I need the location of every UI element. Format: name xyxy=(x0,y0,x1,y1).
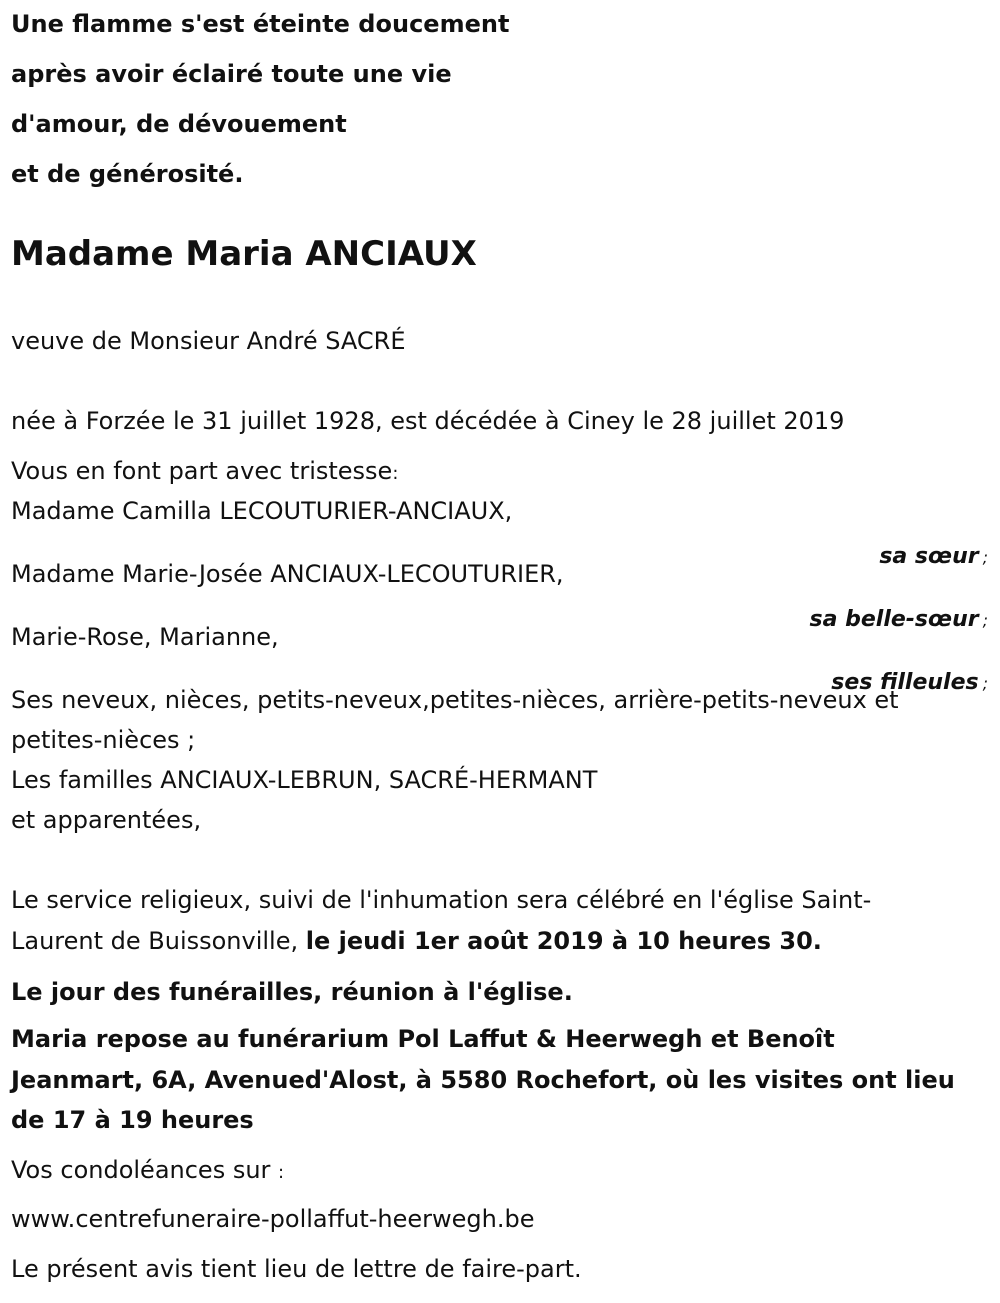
funeral-home-line-1: Maria repose au funérarium Pol Laffut & Heerwegh et Benoît xyxy=(11,1025,835,1053)
family-member-relation xyxy=(810,606,988,635)
condolences-label xyxy=(11,1155,284,1188)
others-line-2: petites-nièces ; xyxy=(11,726,196,754)
funeral-home-line-2: Jeanmart, 6A, Avenued'Alost, à 5580 Rochefort, où les visites ont lieu xyxy=(11,1066,955,1094)
relation-separator: ; xyxy=(982,611,988,630)
poem-line-1: Une flamme s'est éteinte doucement xyxy=(11,10,510,38)
closing-note: Le présent avis tient lieu de lettre de faire-part. xyxy=(11,1255,582,1283)
announcement-intro-text: Vous en font part avec tristesse xyxy=(11,457,393,485)
relation-separator: ; xyxy=(982,548,988,567)
relation-text: sa sœur xyxy=(879,544,979,569)
family-member-name: Marie-Rose, Marianne, xyxy=(11,623,279,651)
funeral-home-line-3: de 17 à 19 heures xyxy=(11,1106,254,1134)
service-line-1: Le service religieux, suivi de l'inhumation sera célébré en l'église Saint- xyxy=(11,886,872,914)
relation-text: ses filleules xyxy=(831,670,979,695)
meeting-note: Le jour des funérailles, réunion à l'église. xyxy=(11,978,573,1006)
service-line-2 xyxy=(11,926,822,956)
announcement-intro-colon: : xyxy=(392,463,399,484)
poem-line-4: et de générosité. xyxy=(11,160,244,188)
condolences-website[interactable]: www.centrefuneraire-pollaffut-heerwegh.be xyxy=(11,1205,535,1233)
announcement-intro xyxy=(11,456,398,489)
poem-line-3: d'amour, de dévouement xyxy=(11,110,347,138)
service-location: Laurent de Buissonville, xyxy=(11,927,306,955)
others-line-1: Ses neveux, nièces, petits-neveux,petites-nièces, arrière-petits-neveux et xyxy=(11,686,899,714)
relation-separator: ; xyxy=(982,674,988,693)
service-date: le jeudi 1er août 2019 à 10 heures 30. xyxy=(305,927,822,955)
family-member-relation xyxy=(879,543,988,572)
others-line-3: Les familles ANCIAUX-LEBRUN, SACRÉ-HERMANT xyxy=(11,766,598,794)
others-line-4: et apparentées, xyxy=(11,806,202,834)
condolences-colon: : xyxy=(278,1162,285,1183)
family-member-name: Madame Camilla LECOUTURIER-ANCIAUX, xyxy=(11,497,513,525)
family-member-name: Madame Marie-Josée ANCIAUX-LECOUTURIER, xyxy=(11,560,564,588)
deceased-name: Madame Maria ANCIAUX xyxy=(11,234,477,274)
condolences-label-text: Vos condoléances sur xyxy=(11,1156,271,1184)
birth-death: née à Forzée le 31 juillet 1928, est décédée à Ciney le 28 juillet 2019 xyxy=(11,407,845,435)
widow-of: veuve de Monsieur André SACRÉ xyxy=(11,327,406,355)
relation-text: sa belle-sœur xyxy=(809,607,979,632)
poem-line-2: après avoir éclairé toute une vie xyxy=(11,60,452,88)
